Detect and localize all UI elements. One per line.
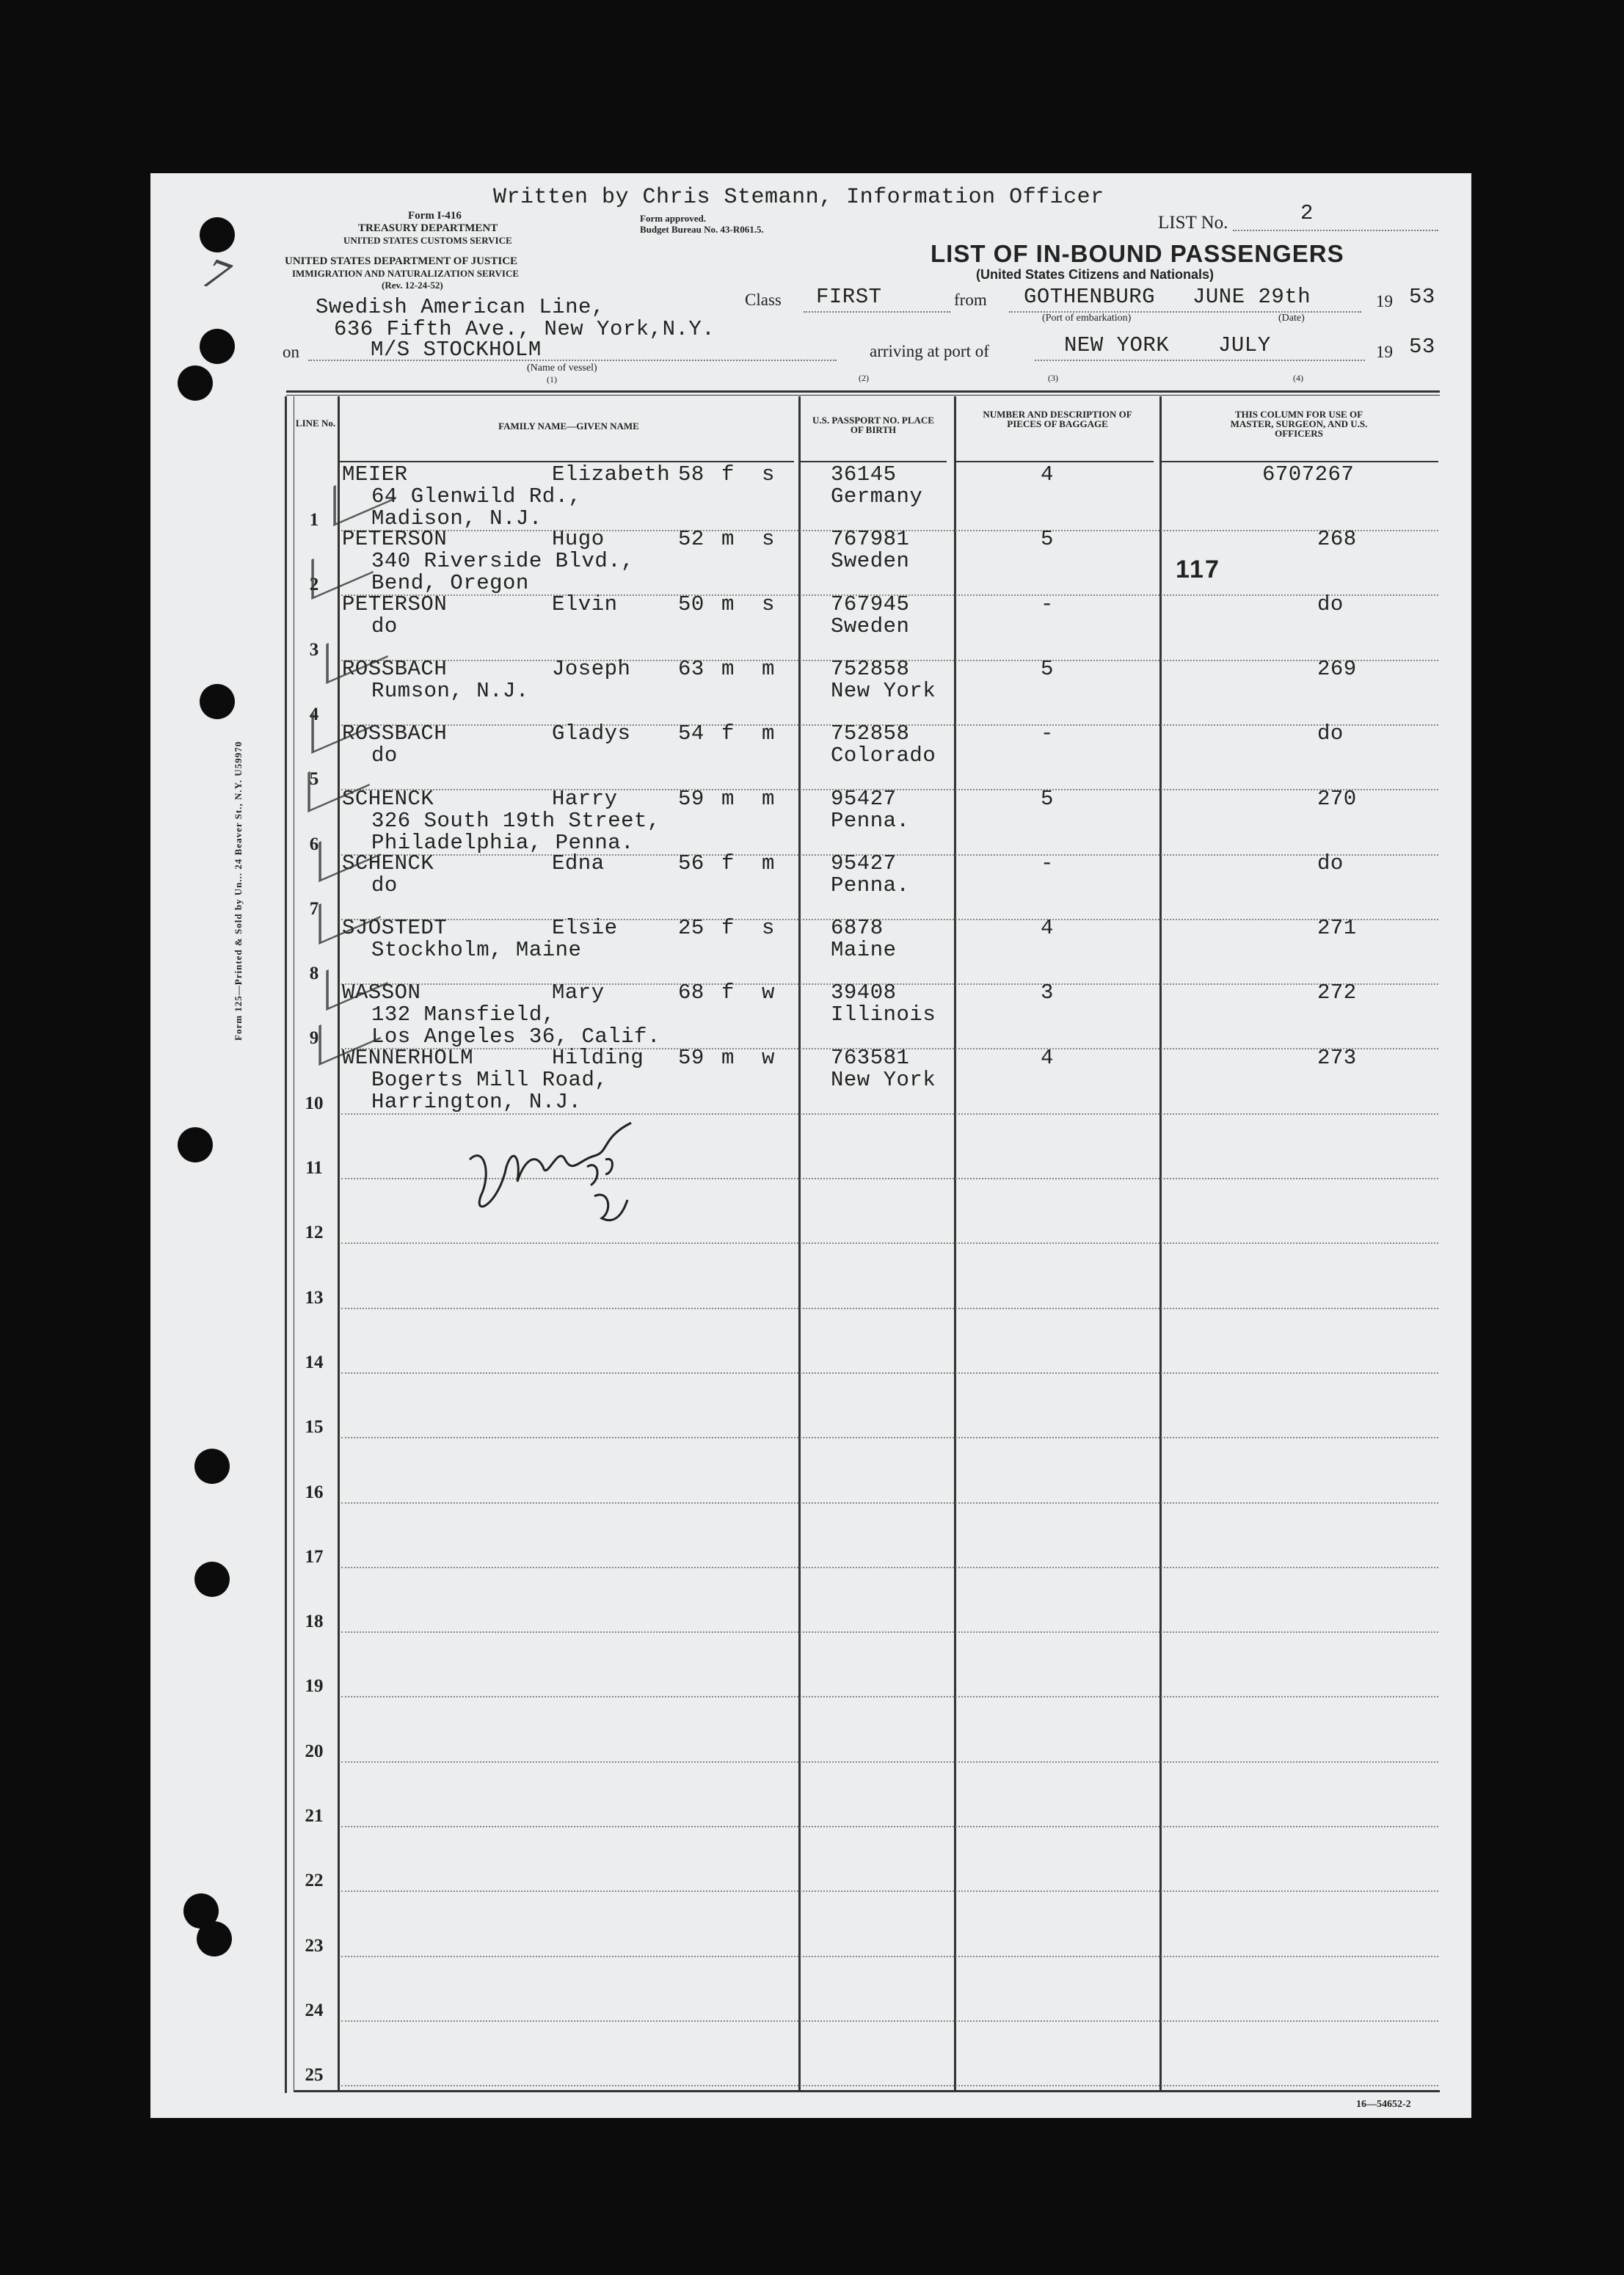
line-number: 1 (309, 510, 319, 530)
embark-year: 53 (1409, 285, 1435, 309)
arrival-line (1035, 360, 1365, 361)
family-name: PETERSON (342, 527, 448, 552)
col-header-officers: THIS COLUMN FOR USE OF MASTER, SURGEON, AND U.S. OFFICERS (1230, 409, 1368, 439)
justice-dept: UNITED STATES DEPARTMENT OF JUSTICE (285, 255, 518, 267)
punch-hole (194, 1449, 230, 1484)
col-num-2: (2) (859, 373, 869, 383)
officer-note: do (1317, 851, 1344, 876)
marital-status: m (762, 721, 775, 746)
punch-hole (200, 217, 235, 252)
line-number: 7 (309, 898, 319, 919)
passport-number: 767945 (831, 592, 910, 616)
family-name: WENNERHOLM (342, 1045, 474, 1070)
address-line-1: do (371, 614, 398, 638)
given-name: Joseph (552, 656, 631, 681)
row-rule (341, 1696, 1438, 1697)
address-line-2: Harrington, N.J. (371, 1089, 582, 1114)
marital-status: m (762, 851, 775, 876)
baggage-count: 4 (1041, 1045, 1054, 1070)
address-line-2: Philadelphia, Penna. (371, 830, 635, 855)
marital-status: m (762, 786, 775, 811)
place-of-birth: Sweden (831, 614, 910, 638)
address-line-1: 64 Glenwild Rd., (371, 484, 582, 509)
age: 25 (678, 916, 704, 941)
age: 58 (678, 462, 704, 487)
col-header-passport: U.S. PASSPORT NO. PLACE OF BIRTH (812, 415, 934, 435)
line-number: 15 (305, 1417, 324, 1438)
place-of-birth: Illinois (831, 1002, 936, 1027)
baggage-count: 3 (1041, 980, 1054, 1005)
line-number: 13 (305, 1287, 324, 1308)
ins-service: IMMIGRATION AND NATURALIZATION SERVICE (292, 268, 520, 279)
line-number: 25 (305, 2065, 324, 2086)
vessel-caption: (Name of vessel) (527, 363, 597, 374)
family-name: ROSSBACH (342, 721, 448, 746)
place-of-birth: Sweden (831, 549, 910, 574)
col-header-line-no: LINE No. (295, 418, 336, 429)
family-name: MEIER (342, 462, 408, 487)
baggage-count: - (1041, 592, 1054, 616)
passport-number: 95427 (831, 851, 897, 876)
row-rule (341, 1437, 1438, 1438)
given-name: Harry (552, 786, 618, 811)
stamp-117: 117 (1176, 556, 1220, 583)
given-name: Edna (552, 851, 605, 876)
year-prefix: 19 (1376, 292, 1393, 310)
address-line-1: Bogerts Mill Road, (371, 1067, 608, 1092)
row-rule (341, 2020, 1438, 2022)
age: 52 (678, 527, 704, 552)
list-no-line (1233, 230, 1438, 231)
marital-status: w (762, 1045, 775, 1070)
officer-note: 270 (1317, 786, 1357, 811)
signature-scribble (462, 1115, 653, 1240)
table-left-border (285, 396, 287, 2093)
age: 50 (678, 592, 704, 616)
address-line-1: do (371, 743, 398, 768)
customs-service: UNITED STATES CUSTOMS SERVICE (343, 235, 512, 246)
address-line-1: 340 Riverside Blvd., (371, 549, 635, 574)
line-number: 20 (305, 1741, 324, 1761)
address-line-2: Bend, Oregon (371, 571, 529, 596)
line-number: 4 (309, 704, 319, 724)
class-value: FIRST (816, 285, 882, 309)
col-num-4: (4) (1293, 373, 1303, 383)
table-top-border-2 (286, 395, 1440, 396)
age: 68 (678, 980, 704, 1005)
row-rule (341, 1308, 1438, 1309)
address-line-1: 326 South 19th Street, (371, 808, 660, 833)
family-name: SCHENCK (342, 851, 434, 876)
line-number: 22 (305, 1871, 324, 1891)
passport-number: 752858 (831, 721, 910, 746)
line-number: 19 (305, 1676, 324, 1697)
vessel-name: M/S STOCKHOLM (371, 338, 542, 362)
given-name: Elsie (552, 916, 618, 941)
list-no-label: LIST No. (1158, 213, 1228, 233)
age: 59 (678, 786, 704, 811)
shipping-line-name: Swedish American Line, (316, 295, 605, 319)
written-by-line: Written by Chris Stemann, Information Officer (493, 185, 1104, 210)
line-number: 21 (305, 1806, 324, 1826)
sex: m (721, 786, 735, 811)
baggage-count: - (1041, 851, 1054, 876)
marital-status: w (762, 980, 775, 1005)
given-name: Elizabeth (552, 462, 671, 487)
sex: m (721, 656, 735, 681)
col-header-name: FAMILY NAME—GIVEN NAME (498, 421, 639, 432)
line-number: 12 (305, 1223, 324, 1243)
arrival-year: 53 (1409, 335, 1435, 359)
row-rule (341, 1242, 1438, 1244)
punch-hole (194, 1562, 230, 1597)
punch-hole (200, 329, 235, 364)
address-line-2: Los Angeles 36, Calif. (371, 1024, 660, 1049)
age: 63 (678, 656, 704, 681)
row-rule (341, 1890, 1438, 1892)
family-name: PETERSON (342, 592, 448, 616)
line-number: 24 (305, 2000, 324, 2020)
line-number: 10 (305, 1093, 324, 1113)
given-name: Hugo (552, 527, 605, 552)
row-rule (341, 1372, 1438, 1374)
place-of-birth: Penna. (831, 873, 910, 898)
row-rule (341, 1761, 1438, 1763)
row-rule (341, 1502, 1438, 1504)
line-number: 8 (309, 964, 319, 984)
family-name: SCHENCK (342, 786, 434, 811)
passport-number: 36145 (831, 462, 897, 487)
col-header-baggage: NUMBER AND DESCRIPTION OF PIECES OF BAGGAGE (983, 409, 1132, 429)
age: 56 (678, 851, 704, 876)
list-no-value: 2 (1300, 201, 1314, 225)
table-top-border (286, 390, 1440, 393)
arrival-year-prefix: 19 (1376, 343, 1393, 361)
passport-number: 6878 (831, 916, 884, 941)
baggage-count: 4 (1041, 916, 1054, 941)
given-name: Mary (552, 980, 605, 1005)
officer-note: 272 (1317, 980, 1357, 1005)
marital-status: s (762, 527, 775, 552)
line-number: 17 (305, 1546, 324, 1567)
line-number: 23 (305, 1935, 324, 1956)
punch-hole (178, 1127, 213, 1162)
sex: m (721, 592, 735, 616)
row-rule (341, 919, 1438, 920)
given-name: Elvin (552, 592, 618, 616)
address-line-1: do (371, 873, 398, 898)
row-rule (341, 1567, 1438, 1568)
officer-note: do (1317, 721, 1344, 746)
marital-status: s (762, 462, 775, 487)
place-of-birth: Colorado (831, 743, 936, 768)
passport-number: 752858 (831, 656, 910, 681)
officer-note: do (1317, 592, 1344, 616)
sex: f (721, 916, 735, 941)
sex: m (721, 1045, 735, 1070)
vessel-col-num: (1) (547, 374, 557, 385)
arriving-label: arriving at port of (870, 342, 989, 360)
punch-hole (197, 1921, 232, 1956)
line-number: 16 (305, 1482, 324, 1502)
punch-hole (200, 684, 235, 719)
row-rule (341, 1826, 1438, 1827)
date-caption: (Date) (1278, 313, 1305, 324)
footer-code: 16—54652-2 (1356, 2099, 1411, 2110)
line-number: 2 (309, 575, 319, 595)
class-line (804, 311, 950, 313)
line-number: 5 (309, 769, 319, 790)
row-rule (341, 1631, 1438, 1633)
baggage-count: 5 (1041, 656, 1054, 681)
passport-number: 39408 (831, 980, 897, 1005)
port-embarkation: GOTHENBURG (1024, 285, 1156, 309)
sex: m (721, 527, 735, 552)
line-number: 3 (309, 639, 319, 660)
marital-status: s (762, 592, 775, 616)
age: 54 (678, 721, 704, 746)
family-name: SJOSTEDT (342, 916, 448, 941)
revision: (Rev. 12-24-52) (382, 280, 443, 291)
line-number: 14 (305, 1352, 324, 1372)
sex: f (721, 980, 735, 1005)
given-name: Gladys (552, 721, 631, 746)
embark-date: JUNE 29th (1192, 285, 1311, 309)
officer-note: 6707267 (1262, 462, 1355, 487)
side-handwritten-mark: 7 (197, 247, 236, 302)
row-rule (341, 1956, 1438, 1957)
passport-number: 763581 (831, 1045, 910, 1070)
class-label: Class (745, 291, 782, 309)
margin-printer-note: Form 125—Printed & Sold by Un... 24 Beaver St., N.Y. U59970 (233, 740, 244, 1041)
header-underline-baggage (955, 461, 1154, 462)
form-subtitle: (United States Citizens and Nationals) (976, 267, 1215, 282)
arrival-month: JULY (1218, 333, 1271, 357)
address-line-1: Stockholm, Maine (371, 938, 582, 963)
place-of-birth: New York (831, 678, 936, 703)
family-name: WASSON (342, 980, 421, 1005)
age: 59 (678, 1045, 704, 1070)
place-of-birth: Penna. (831, 808, 910, 833)
address-line-1: 132 Mansfield, (371, 1002, 556, 1027)
form-number: Form I-416 (408, 210, 462, 222)
baggage-count: 4 (1041, 462, 1054, 487)
place-of-birth: New York (831, 1067, 936, 1092)
row-rule (341, 2085, 1438, 2086)
line-number: 11 (305, 1158, 323, 1178)
family-name: ROSSBACH (342, 656, 448, 681)
from-label: from (954, 291, 987, 309)
baggage-count: 5 (1041, 527, 1054, 552)
table-bottom-border (294, 2090, 1440, 2092)
arrival-port: NEW YORK (1064, 333, 1170, 357)
marital-status: m (762, 656, 775, 681)
sex: f (721, 721, 735, 746)
line-number: 18 (305, 1612, 324, 1632)
budget-bureau: Budget Bureau No. 43-R061.5. (640, 224, 764, 235)
punch-hole (178, 365, 213, 401)
address-line-1: Rumson, N.J. (371, 678, 529, 703)
form-approved: Form approved. (640, 213, 707, 224)
baggage-count: 5 (1041, 786, 1054, 811)
officer-note: 269 (1317, 656, 1357, 681)
form-title: LIST OF IN-BOUND PASSENGERS (931, 240, 1344, 267)
port-embark-caption: (Port of embarkation) (1042, 313, 1132, 324)
sex: f (721, 851, 735, 876)
given-name: Hilding (552, 1045, 644, 1070)
shipping-line-address: 636 Fifth Ave., New York,N.Y. (334, 317, 715, 341)
baggage-count: - (1041, 721, 1054, 746)
marital-status: s (762, 916, 775, 941)
passport-number: 95427 (831, 786, 897, 811)
passport-number: 767981 (831, 527, 910, 552)
officer-note: 271 (1317, 916, 1357, 941)
place-of-birth: Maine (831, 938, 897, 963)
line-number: 9 (309, 1028, 319, 1049)
officer-note: 273 (1317, 1045, 1357, 1070)
on-label: on (283, 343, 299, 361)
officer-note: 268 (1317, 527, 1357, 552)
line-number: 6 (309, 834, 319, 854)
col-num-3: (3) (1048, 373, 1058, 383)
treasury-dept: TREASURY DEPARTMENT (358, 222, 498, 234)
sex: f (721, 462, 735, 487)
place-of-birth: Germany (831, 484, 923, 509)
address-line-2: Madison, N.J. (371, 506, 542, 531)
